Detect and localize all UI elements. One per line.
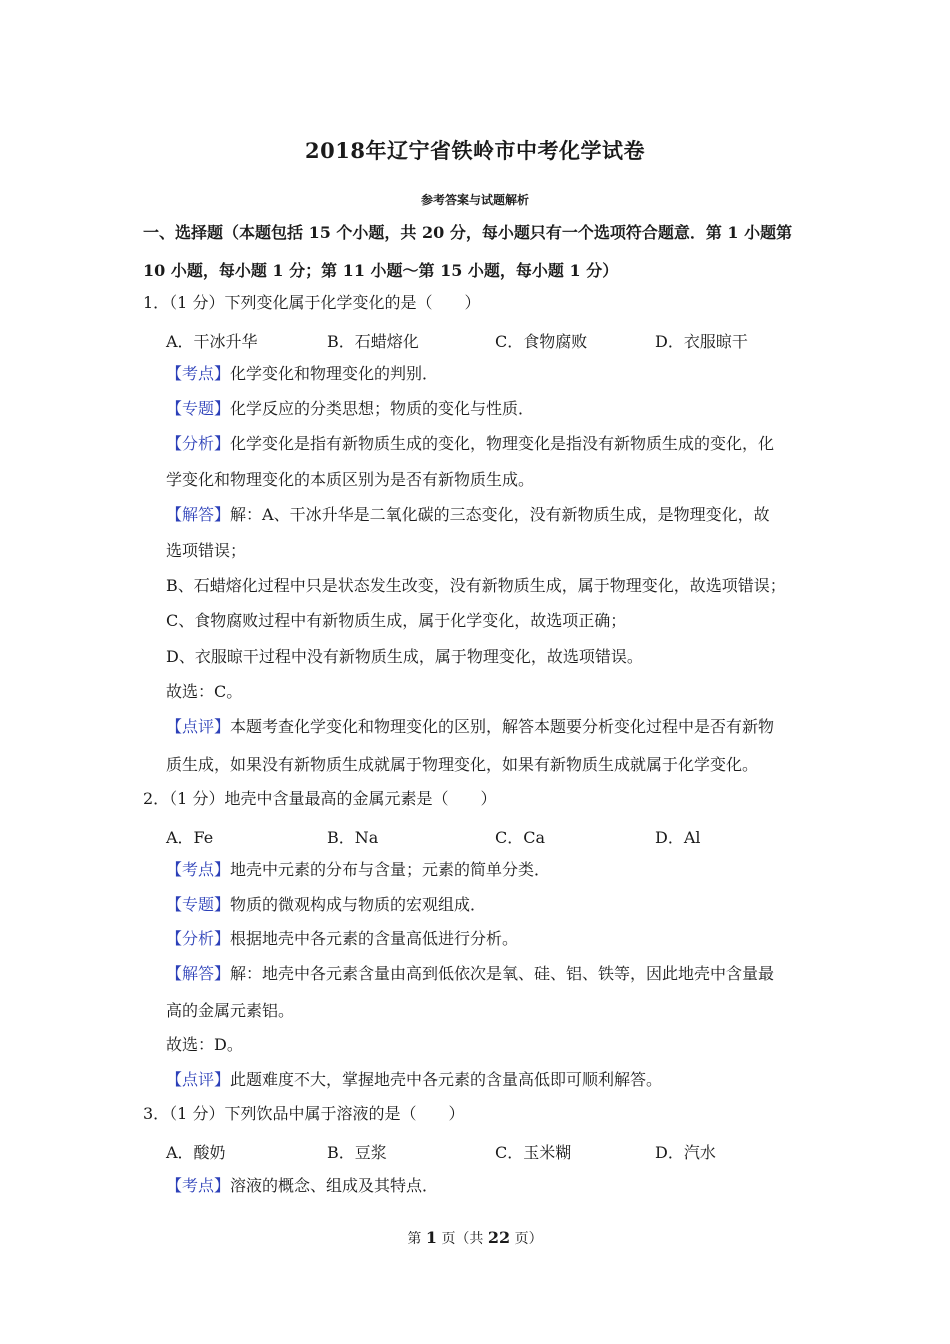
q1-jieda-text-4: C、食物腐败过程中有新物质生成，属于化学变化，故选项正确； xyxy=(166,611,627,630)
footer-total-pages: 22 xyxy=(487,1228,511,1247)
q2-fenxi-text: 根据地壳中各元素的含量高低进行分析。 xyxy=(230,929,519,948)
section-heading-line1: 一、选择题（本题包括 15 个小题，共 20 分，每小题只有一个选项符合题意．第 1 小题第 xyxy=(143,223,793,242)
q2-option-b: B．Na xyxy=(327,828,379,847)
q1-zhuanti-text: 化学反应的分类思想；物质的变化与性质． xyxy=(230,399,535,418)
q2-jieda-text-1: 解：地壳中各元素含量由高到低依次是氧、硅、铝、铁等，因此地壳中含量最 xyxy=(230,964,775,983)
q2-jieda-text-2: 高的金属元素铝。 xyxy=(166,1001,295,1020)
q1-jieda-text-5: D、衣服晾干过程中没有新物质生成，属于物理变化，故选项错误。 xyxy=(166,647,643,666)
q1-stem: 1．（1 分）下列变化属于化学变化的是（ ） xyxy=(143,293,481,312)
q1-kaodian-text: 化学变化和物理变化的判别． xyxy=(230,364,439,383)
kaodian-tag: 【考点】 xyxy=(166,364,231,383)
zhuanti-tag: 【专题】 xyxy=(166,399,231,418)
q3-option-a: A．酸奶 xyxy=(166,1143,226,1162)
fenxi-tag: 【分析】 xyxy=(166,434,231,453)
q1-option-a: A．干冰升华 xyxy=(166,332,258,351)
q1-jieda-text-1: 解：A、干冰升华是二氧化碳的三态变化，没有新物质生成，是物理变化，故 xyxy=(230,505,770,524)
footer-prefix: 第 xyxy=(407,1231,422,1247)
q2-dianping-text: 此题难度不大，掌握地壳中各元素的含量高低即可顺利解答。 xyxy=(230,1070,663,1089)
section-heading-line2: 10 小题，每小题 1 分；第 11 小题～第 15 小题，每小题 1 分） xyxy=(143,261,619,280)
q2-stem: 2．（1 分）地壳中含量最高的金属元素是（ ） xyxy=(143,789,497,808)
fenxi-tag: 【分析】 xyxy=(166,929,231,948)
q2-kaodian xyxy=(166,860,550,880)
q1-option-d: D．衣服晾干 xyxy=(655,332,748,351)
footer-middle: 页（共 xyxy=(441,1231,484,1247)
q2-dianping xyxy=(166,1070,662,1090)
q1-dianping xyxy=(166,717,774,737)
jieda-tag: 【解答】 xyxy=(166,964,231,983)
q1-option-c: C．食物腐败 xyxy=(495,332,588,351)
q1-dianping-text-1: 本题考查化学变化和物理变化的区别，解答本题要分析变化过程中是否有新物 xyxy=(230,717,775,736)
q1-fenxi-text-1: 化学变化是指有新物质生成的变化，物理变化是指没有新物质生成的变化，化 xyxy=(230,434,775,453)
q1-fenxi-text-2: 学变化和物理变化的本质区别为是否有新物质生成。 xyxy=(166,470,535,489)
jieda-tag: 【解答】 xyxy=(166,505,231,524)
page-title: 2018年辽宁省铁岭市中考化学试卷 xyxy=(305,138,645,163)
q3-kaodian xyxy=(166,1176,438,1196)
footer-suffix: 页） xyxy=(514,1231,543,1247)
q1-jieda xyxy=(166,505,770,525)
q1-kaodian xyxy=(166,364,438,384)
q1-fenxi xyxy=(166,434,774,454)
q1-zhuanti xyxy=(166,399,534,419)
q1-option-b: B．石蜡熔化 xyxy=(327,332,419,351)
q1-dianping-text-2: 质生成，如果没有新物质生成就属于物理变化，如果有新物质生成就属于化学变化。 xyxy=(166,755,759,774)
q2-zhuanti-text: 物质的微观构成与物质的宏观组成． xyxy=(230,895,487,914)
zhuanti-tag: 【专题】 xyxy=(166,895,231,914)
q2-jieda xyxy=(166,964,774,984)
q2-answer: 故选：D。 xyxy=(166,1035,243,1054)
footer-page-number: 1 xyxy=(425,1228,437,1247)
q2-option-c: C．Ca xyxy=(495,828,546,847)
dianping-tag: 【点评】 xyxy=(166,717,231,736)
dianping-tag: 【点评】 xyxy=(166,1070,231,1089)
q3-kaodian-text: 溶液的概念、组成及其特点． xyxy=(230,1176,439,1195)
q3-option-d: D．汽水 xyxy=(655,1143,716,1162)
kaodian-tag: 【考点】 xyxy=(166,860,231,879)
q1-answer: 故选：C。 xyxy=(166,682,243,701)
q3-option-c: C．玉米糊 xyxy=(495,1143,572,1162)
q2-option-d: D．Al xyxy=(655,828,701,847)
q2-zhuanti xyxy=(166,895,486,915)
q1-jieda-text-3: B、石蜡熔化过程中只是状态发生改变，没有新物质生成，属于物理变化，故选项错误； xyxy=(166,576,786,595)
q3-option-b: B．豆浆 xyxy=(327,1143,387,1162)
q2-fenxi xyxy=(166,929,518,949)
page-footer xyxy=(0,1228,950,1248)
q1-jieda-text-2: 选项错误； xyxy=(166,541,247,560)
page-subtitle: 参考答案与试题解析 xyxy=(420,193,529,207)
q2-option-a: A．Fe xyxy=(166,828,214,847)
q3-stem: 3．（1 分）下列饮品中属于溶液的是（ ） xyxy=(143,1104,465,1123)
kaodian-tag: 【考点】 xyxy=(166,1176,231,1195)
q2-kaodian-text: 地壳中元素的分布与含量；元素的简单分类． xyxy=(230,860,551,879)
